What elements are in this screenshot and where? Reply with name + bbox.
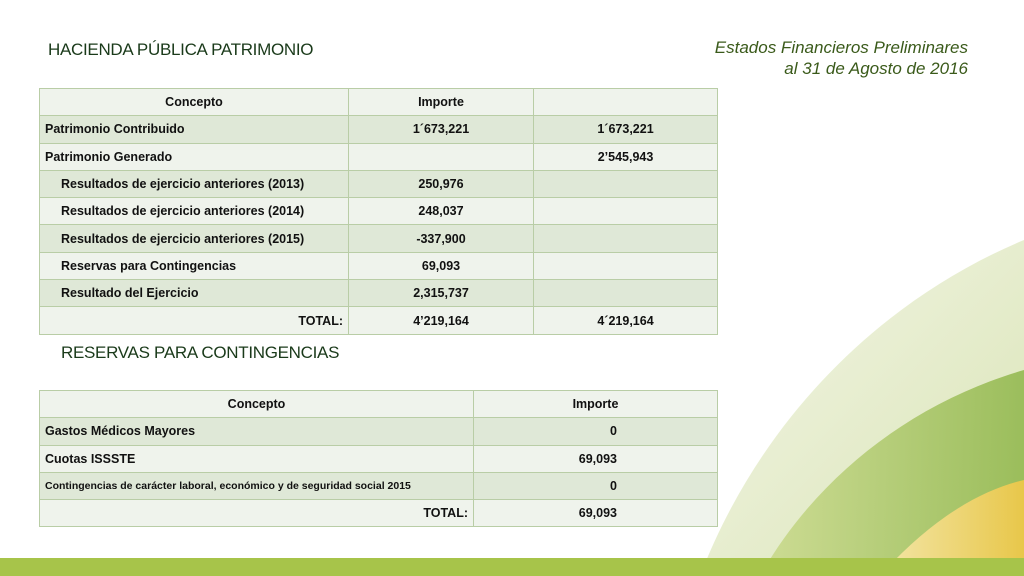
row-concepto: Gastos Médicos Mayores: [40, 418, 474, 445]
table-total-row: [40, 307, 718, 334]
reservas-section-title: RESERVAS PARA CONTINGENCIAS: [61, 343, 340, 362]
row-total: 2’545,943: [534, 143, 718, 170]
table-row: [40, 116, 718, 143]
row-importe: 2,315,737: [349, 280, 534, 307]
header-concepto: Concepto: [40, 89, 349, 116]
header-blank: [534, 89, 718, 116]
row-total: 1´673,221: [534, 116, 718, 143]
header-concepto: Concepto: [40, 391, 474, 418]
table-row: [40, 225, 718, 252]
table-row: [40, 143, 718, 170]
row-importe: 69,093: [349, 252, 534, 279]
total-label: TOTAL:: [40, 307, 349, 334]
patrimonio-table: [39, 88, 718, 335]
row-concepto: Reservas para Contingencias: [40, 252, 349, 279]
row-concepto: Patrimonio Contribuido: [40, 116, 349, 143]
row-importe: [349, 143, 534, 170]
row-importe: 69,093: [474, 445, 718, 472]
table-row: [40, 280, 718, 307]
row-concepto: Resultado del Ejercicio: [40, 280, 349, 307]
page-title: HACIENDA PÚBLICA PATRIMONIO: [48, 40, 314, 59]
reservas-table: [39, 390, 718, 527]
row-total: [534, 252, 718, 279]
row-concepto: Patrimonio Generado: [40, 143, 349, 170]
header-importe: Importe: [474, 391, 718, 418]
table-row: [40, 170, 718, 197]
row-total: [534, 225, 718, 252]
row-concepto: Resultados de ejercicio anteriores (2013): [40, 170, 349, 197]
row-concepto: Cuotas ISSSTE: [40, 445, 474, 472]
bottom-green-bar: [0, 558, 1024, 576]
row-importe: 0: [474, 472, 718, 499]
total-total: 4´219,164: [534, 307, 718, 334]
table-row: [40, 418, 718, 445]
table-header-row: [40, 391, 718, 418]
total-label: TOTAL:: [40, 500, 474, 527]
report-line-1: Estados Financieros Preliminares: [714, 38, 968, 57]
row-concepto: Resultados de ejercicio anteriores (2014): [40, 198, 349, 225]
header-importe: Importe: [349, 89, 534, 116]
total-importe: 4’219,164: [349, 307, 534, 334]
table-row: [40, 445, 718, 472]
table-row: [40, 252, 718, 279]
row-total: [534, 170, 718, 197]
row-importe: 0: [474, 418, 718, 445]
row-total: [534, 198, 718, 225]
table-total-row: [40, 500, 718, 527]
table-row: [40, 198, 718, 225]
report-line-2: al 31 de Agosto de 2016: [784, 59, 968, 78]
row-importe: 1´673,221: [349, 116, 534, 143]
total-importe: 69,093: [474, 500, 718, 527]
row-importe: -337,900: [349, 225, 534, 252]
row-importe: 248,037: [349, 198, 534, 225]
row-concepto: Resultados de ejercicio anteriores (2015): [40, 225, 349, 252]
row-importe: 250,976: [349, 170, 534, 197]
row-concepto: Contingencias de carácter laboral, económico y de seguridad social 2015: [40, 472, 474, 499]
table-header-row: [40, 89, 718, 116]
row-total: [534, 280, 718, 307]
table-row: [40, 472, 718, 499]
report-period: [715, 37, 968, 79]
